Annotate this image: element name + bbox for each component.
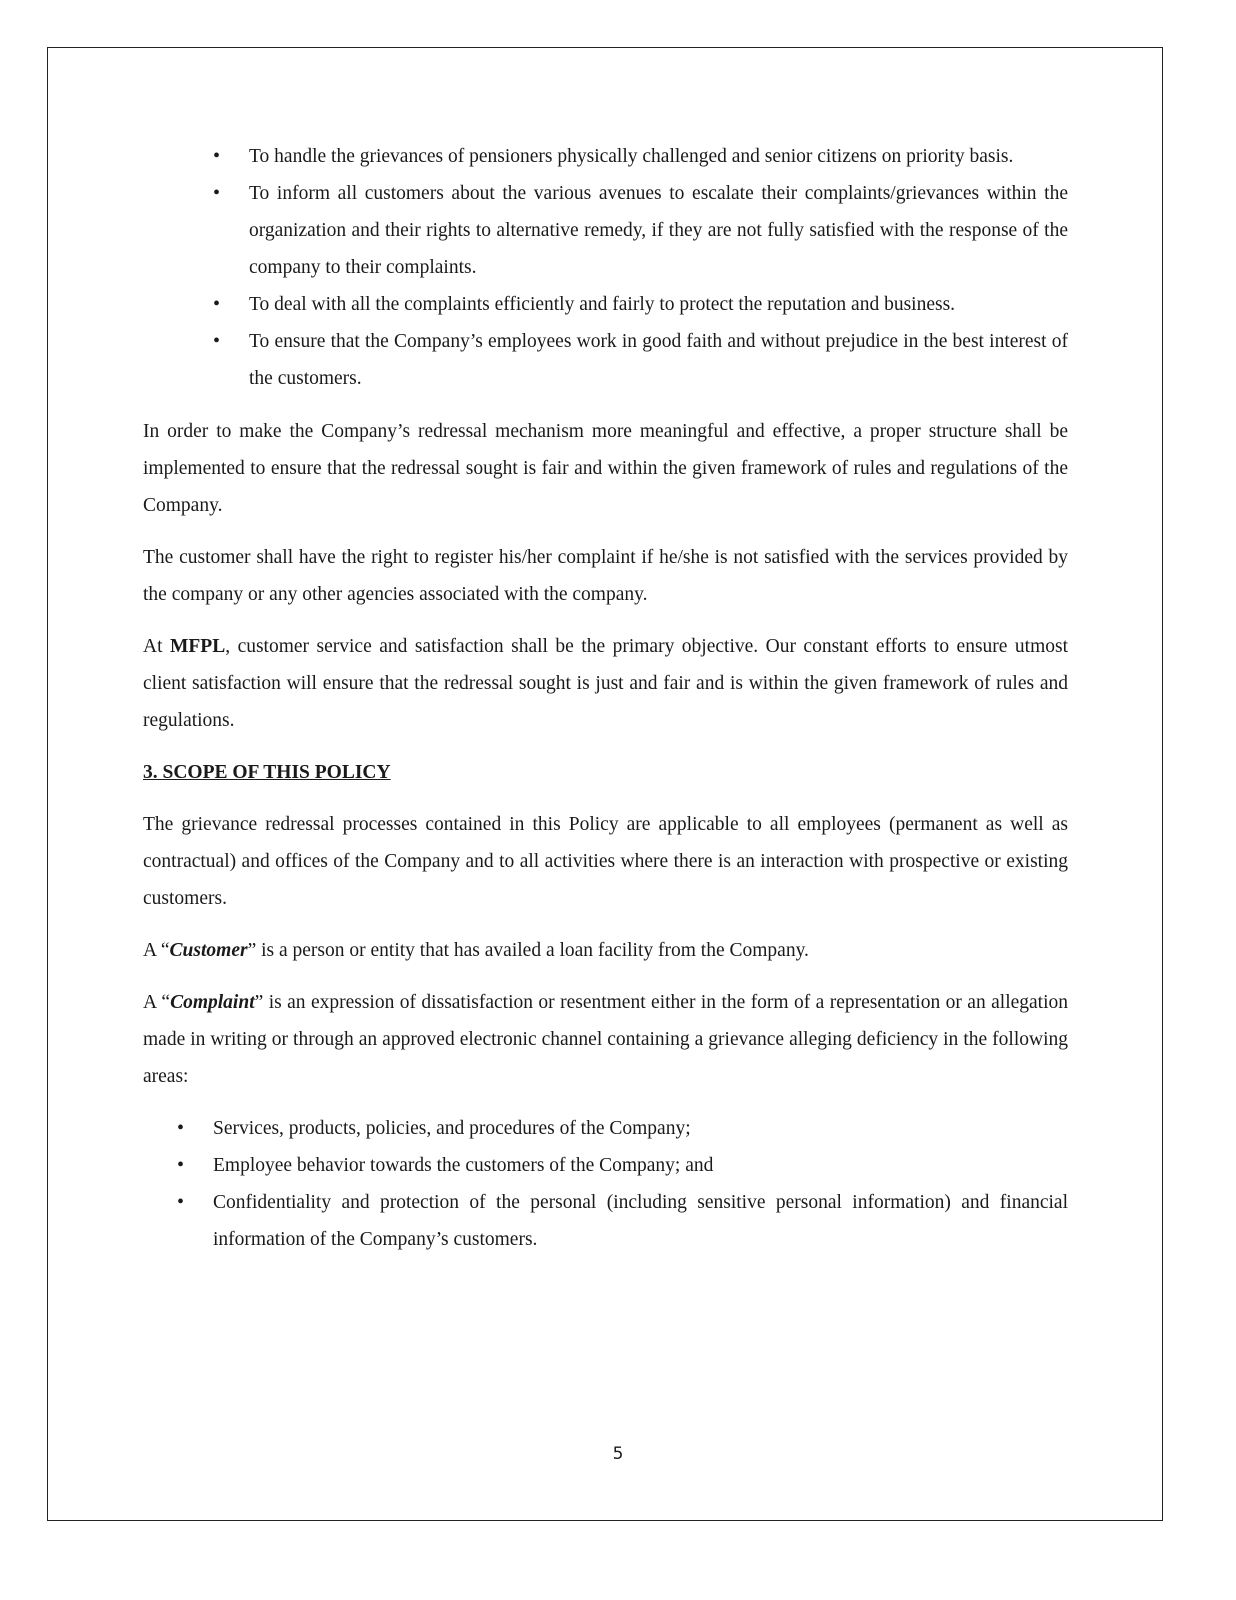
company-name: MFPL bbox=[169, 636, 226, 657]
bullet-icon: • bbox=[177, 1117, 185, 1139]
paragraph-scope: The grievance redressal processes contained in this Policy are applicable to all employees (permanent as well as contractual) and offices of the Company and to all activities where there is an interaction with prospective or existing customers. bbox=[143, 814, 1068, 909]
list-item: • To handle the grievances of pensioners physically challenged and senior citizens on priority basis. bbox=[143, 138, 1068, 175]
complaint-areas-list bbox=[143, 1110, 1068, 1258]
complaint-definition: A “Complaint” is an expression of dissatisfaction or resentment either in the form of a representation or an allegation made in writing or through an approved electronic channel containing a grievance alleging deficiency in the following areas: bbox=[143, 992, 1069, 1087]
bullet-icon: • bbox=[177, 1154, 185, 1176]
list-item: • Confidentiality and protection of the personal (including sensitive personal information) and financial information of the Company’s customers. bbox=[143, 1184, 1068, 1258]
paragraph-mfpl-objective: At MFPL, customer service and satisfaction shall be the primary objective. Our constant efforts to ensure utmost client satisfaction will ensure that the redressal sought is just and fair and is within the given framework of rules and regulations. bbox=[143, 636, 1068, 731]
bullet-icon: • bbox=[213, 330, 221, 352]
bullet-icon: • bbox=[213, 182, 221, 204]
paragraph-customer-right: The customer shall have the right to register his/her complaint if he/she is not satisfied with the services provided by the company or any other agencies associated with the company. bbox=[143, 547, 1068, 605]
page-number: 5 bbox=[612, 1444, 624, 1464]
list-item: • To ensure that the Company’s employees work in good faith and without prejudice in the best interest of the customers. bbox=[143, 323, 1068, 397]
defined-term-customer: Customer bbox=[169, 940, 248, 961]
section-heading: 3. SCOPE OF THIS POLICY bbox=[143, 762, 391, 783]
bullet-icon: • bbox=[213, 145, 221, 167]
list-item: • To inform all customers about the various avenues to escalate their complaints/grievances within the organization and their rights to alternative remedy, if they are not fully satisfied with the response of the company to their complaints. bbox=[143, 175, 1068, 286]
objectives-list bbox=[143, 138, 1068, 397]
paragraph-redressal-structure: In order to make the Company’s redressal mechanism more meaningful and effective, a proper structure shall be implemented to ensure that the redressal sought is fair and within the given framework of rules and regulations of the Company. bbox=[143, 421, 1068, 516]
customer-definition: A “Customer” is a person or entity that has availed a loan facility from the Company. bbox=[143, 940, 809, 961]
list-item: • Services, products, policies, and procedures of the Company; bbox=[143, 1110, 1068, 1147]
bullet-icon: • bbox=[213, 293, 221, 315]
bullet-icon: • bbox=[177, 1191, 185, 1213]
list-item: • Employee behavior towards the customers of the Company; and bbox=[143, 1147, 1068, 1184]
list-item: • To deal with all the complaints efficiently and fairly to protect the reputation and business. bbox=[143, 286, 1068, 323]
defined-term-complaint: Complaint bbox=[170, 992, 255, 1013]
document-body bbox=[143, 138, 1068, 1258]
